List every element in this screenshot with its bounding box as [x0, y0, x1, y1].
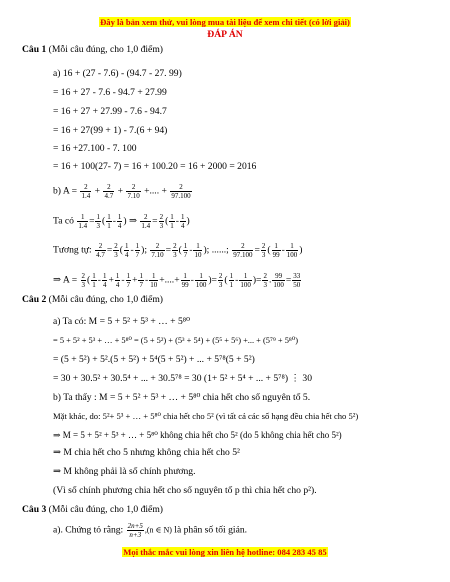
q3-heading: Câu 3 (Mỗi câu đúng, cho 1,0 điểm) [22, 504, 163, 515]
q2-line: ⇒ M không phải là số chính phương. [53, 466, 196, 477]
q2-line: a) Ta có: M = 5 + 5² + 5³ + … + 5⁸⁰ [53, 316, 190, 327]
q2-line: (Vì số chính phương chia hết cho số nguyên tố p thì chia hết cho p²). [53, 485, 317, 496]
preview-notice: Đây là bản xem thử, vui lòng mua tài liệu để xem chi tiết (có lời giải) [100, 17, 350, 27]
answer-title: ĐÁP ÁN [207, 29, 243, 40]
q2-line: Mặt khác, do: 5²+ 5³ + … + 5⁸⁰ chia hết cho 5² (vì tất cả các số hạng đều chia hết cho 5²) [53, 411, 359, 421]
q2-line: = 5 + 5² + 5³ + … + 5⁸⁰ = (5 + 5²) + (5³ + 5⁴) + (5⁵ + 5⁶) +... + (5⁷⁹ + 5⁸⁰) [53, 336, 298, 345]
q1-line: = 16 + 27(99 + 1) - 7.(6 + 94) [53, 125, 168, 136]
q1-b-line: b) A = $\frac{2}{1.4}$ + $\frac{2}{4.7}$ + $\frac{2}{7.10}$ +.... + $\frac{2}{97.100}$ [53, 183, 191, 200]
q1-heading: Câu 1 (Mỗi câu đúng, cho 1,0 điểm) [22, 44, 163, 55]
q3-a-line: a). Chứng tỏ rằng: $\frac{2n+5}{n+3}$ ,(n ∈ N) là phân số tối giản. [53, 522, 248, 539]
q1-line: = 16 + 27 - 7.6 - 94.7 + 27.99 [53, 87, 167, 98]
q2-line: ⇒ M = 5 + 5² + 5³ + … + 5⁸⁰ không chia hết cho 5² (do 5 không chia hết cho 5²) [53, 430, 342, 440]
q1-taco-line: Ta có $\frac{1}{1.4}$ = $\frac{1}{3}$ ( $\frac{1}{1}$ - $\frac{1}{4}$ ) ⇒ $\frac{2}{1.4}$ = $\frac{2}{3}$ ( $\frac{1}{1}$ - $\frac{1}{4}$ ) [53, 213, 190, 230]
q1-tuongtu-line: Tương tự: $\frac{2}{4.7}$ = $\frac{2}{3}$ ( $\frac{1}{4}$ - $\frac{1}{7}$ ); $\frac{2}{7.10}$ = $\frac{2}{3}$ ( $\frac{1}{7}$ - $\frac{1}{10}$ ); ......; $\frac{2}{97.100}$ = $\frac{2}{3}$ ( $\frac{1}{99}$ - $\frac{1}{100}$ ) [53, 242, 303, 259]
q1-line: = 16 +27.100 - 7. 100 [53, 143, 137, 154]
q2-heading: Câu 2 (Mỗi câu đúng, cho 1,0 điểm) [22, 294, 163, 305]
q2-line: ⇒ M chia hết cho 5 nhưng không chia hết cho 5² [53, 447, 240, 458]
hotline-notice: Mọi thắc mắc vui lòng xin liên hệ hotline: 084 283 45 85 [123, 547, 327, 557]
q1-result-line: ⇒ A = $\frac{2}{3}$ ( $\frac{1}{1}$ - $\frac{1}{4}$ + $\frac{1}{4}$ - $\frac{1}{7}$ + $\frac{1}{7}$ - $\frac{1}{10}$ +....+ $\frac{1}{99}$ - $\frac{1}{100}$ )= $\frac{2}{3}$ ( $\frac{1}{1}$ - $\frac{1}{100}$ )= $\frac{2}{3}$ . $\frac{99}{100}$ = $\frac{33}{50}$ [53, 272, 301, 289]
q1-a-line: a) 16 + (27 - 7.6) - (94.7 - 27. 99) [53, 68, 182, 79]
q1-line: = 16 + 100(27- 7) = 16 + 100.20 = 16 + 2000 = 2016 [53, 161, 257, 172]
q2-line: = 30 + 30.5² + 30.5⁴ + ... + 30.5⁷⁸ = 30 (1+ 5² + 5⁴ + ... + 5⁷⁸) ⋮ 30 [53, 373, 313, 384]
q2-line: b) Ta thấy : M = 5 + 5² + 5³ + … + 5⁸⁰ chia hết cho số nguyên tố 5. [53, 392, 311, 403]
q1-line: = 16 + 27 + 27.99 - 7.6 - 94.7 [53, 106, 167, 117]
q2-line: = (5 + 5²) + 5².(5 + 5²) + 5⁴(5 + 5²) + ... + 5⁷⁸(5 + 5²) [53, 354, 255, 365]
